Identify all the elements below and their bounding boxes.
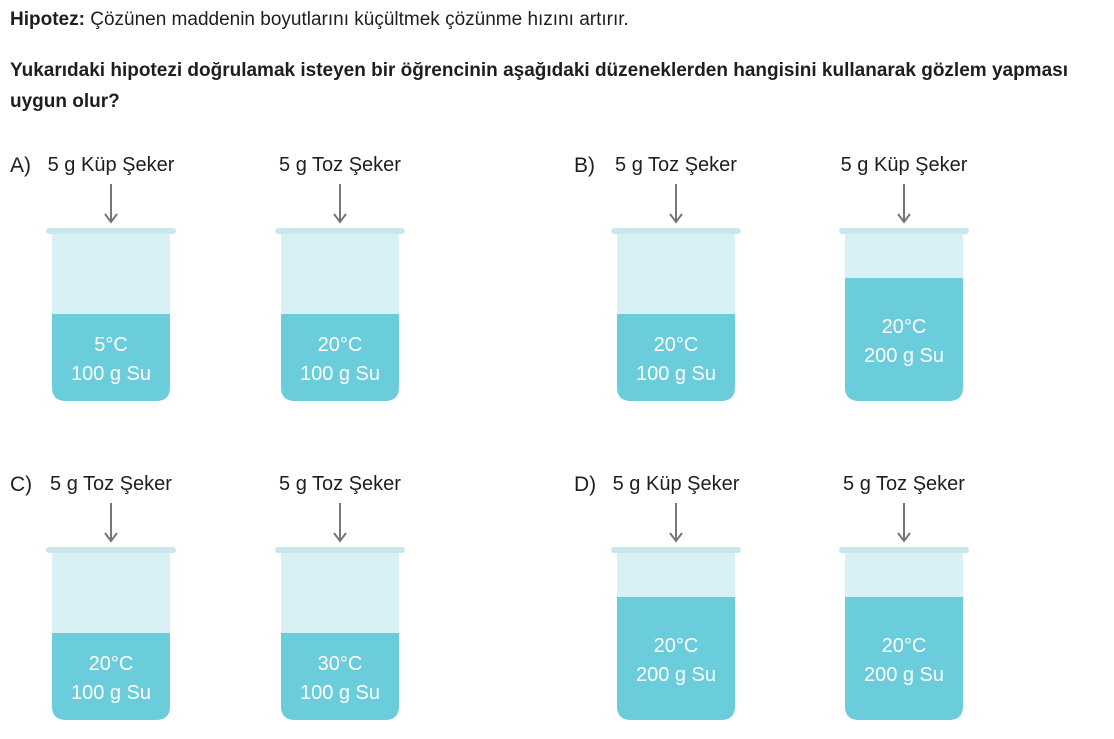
temperature-label: 20°C [653, 634, 699, 657]
down-arrow-icon [902, 184, 906, 224]
temperature-label: 20°C [88, 652, 134, 675]
hypothesis-line [10, 9, 629, 31]
down-arrow-icon [109, 503, 113, 543]
sugar-label: 5 g Toz Şeker [279, 473, 401, 495]
water-label: 200 g Su [635, 663, 717, 686]
option-c-letter[interactable]: C) [10, 473, 33, 496]
temperature-label: 20°C [317, 333, 363, 356]
down-arrow-icon [109, 184, 113, 224]
sugar-label: 5 g Küp Şeker [840, 154, 968, 176]
beaker-conditions [46, 650, 176, 708]
down-arrow-icon [338, 503, 342, 543]
water-label: 100 g Su [299, 362, 381, 385]
option-a-beaker-1 [46, 154, 176, 404]
beaker-conditions [46, 331, 176, 389]
water-label: 100 g Su [299, 681, 381, 704]
temperature-label: 20°C [653, 333, 699, 356]
sugar-label: 5 g Toz Şeker [615, 154, 737, 176]
question-text: Yukarıdaki hipotezi doğrulamak isteyen bir öğrencinin aşağıdaki düzeneklerden hangisini kullanarak gözlem yapması uygun olur? [10, 60, 1068, 112]
option-c-beaker-1 [46, 473, 176, 723]
temperature-label: 20°C [881, 634, 927, 657]
hypothesis-text: Çözünen maddenin boyutlarını küçültmek çözünme hızını artırır. [90, 9, 629, 30]
down-arrow-icon [338, 184, 342, 224]
beaker-conditions [839, 313, 969, 371]
option-d-beaker-1 [611, 473, 741, 723]
beaker-conditions [275, 650, 405, 708]
water-label: 200 g Su [863, 663, 945, 686]
sugar-label: 5 g Küp Şeker [47, 154, 175, 176]
water-label: 100 g Su [635, 362, 717, 385]
temperature-label: 20°C [881, 315, 927, 338]
sugar-label: 5 g Küp Şeker [612, 473, 740, 495]
beaker-conditions [611, 331, 741, 389]
beaker-conditions [611, 632, 741, 690]
down-arrow-icon [902, 503, 906, 543]
option-b-letter[interactable]: B) [574, 154, 595, 177]
sugar-label: 5 g Toz Şeker [279, 154, 401, 176]
down-arrow-icon [674, 184, 678, 224]
option-d-letter[interactable]: D) [574, 473, 597, 496]
option-c-beaker-2 [275, 473, 405, 723]
option-d-beaker-2 [839, 473, 969, 723]
option-b-beaker-2 [839, 154, 969, 404]
sugar-label: 5 g Toz Şeker [50, 473, 172, 495]
option-a-letter[interactable]: A) [10, 154, 31, 177]
option-b-beaker-1 [611, 154, 741, 404]
water-label: 100 g Su [70, 681, 152, 704]
beaker-conditions [839, 632, 969, 690]
temperature-label: 5°C [94, 333, 128, 356]
temperature-label: 30°C [317, 652, 363, 675]
water-label: 200 g Su [863, 344, 945, 367]
hypothesis-label: Hipotez: [10, 9, 85, 30]
option-a-beaker-2 [275, 154, 405, 404]
beaker-conditions [275, 331, 405, 389]
sugar-label: 5 g Toz Şeker [843, 473, 965, 495]
water-label: 100 g Su [70, 362, 152, 385]
down-arrow-icon [674, 503, 678, 543]
